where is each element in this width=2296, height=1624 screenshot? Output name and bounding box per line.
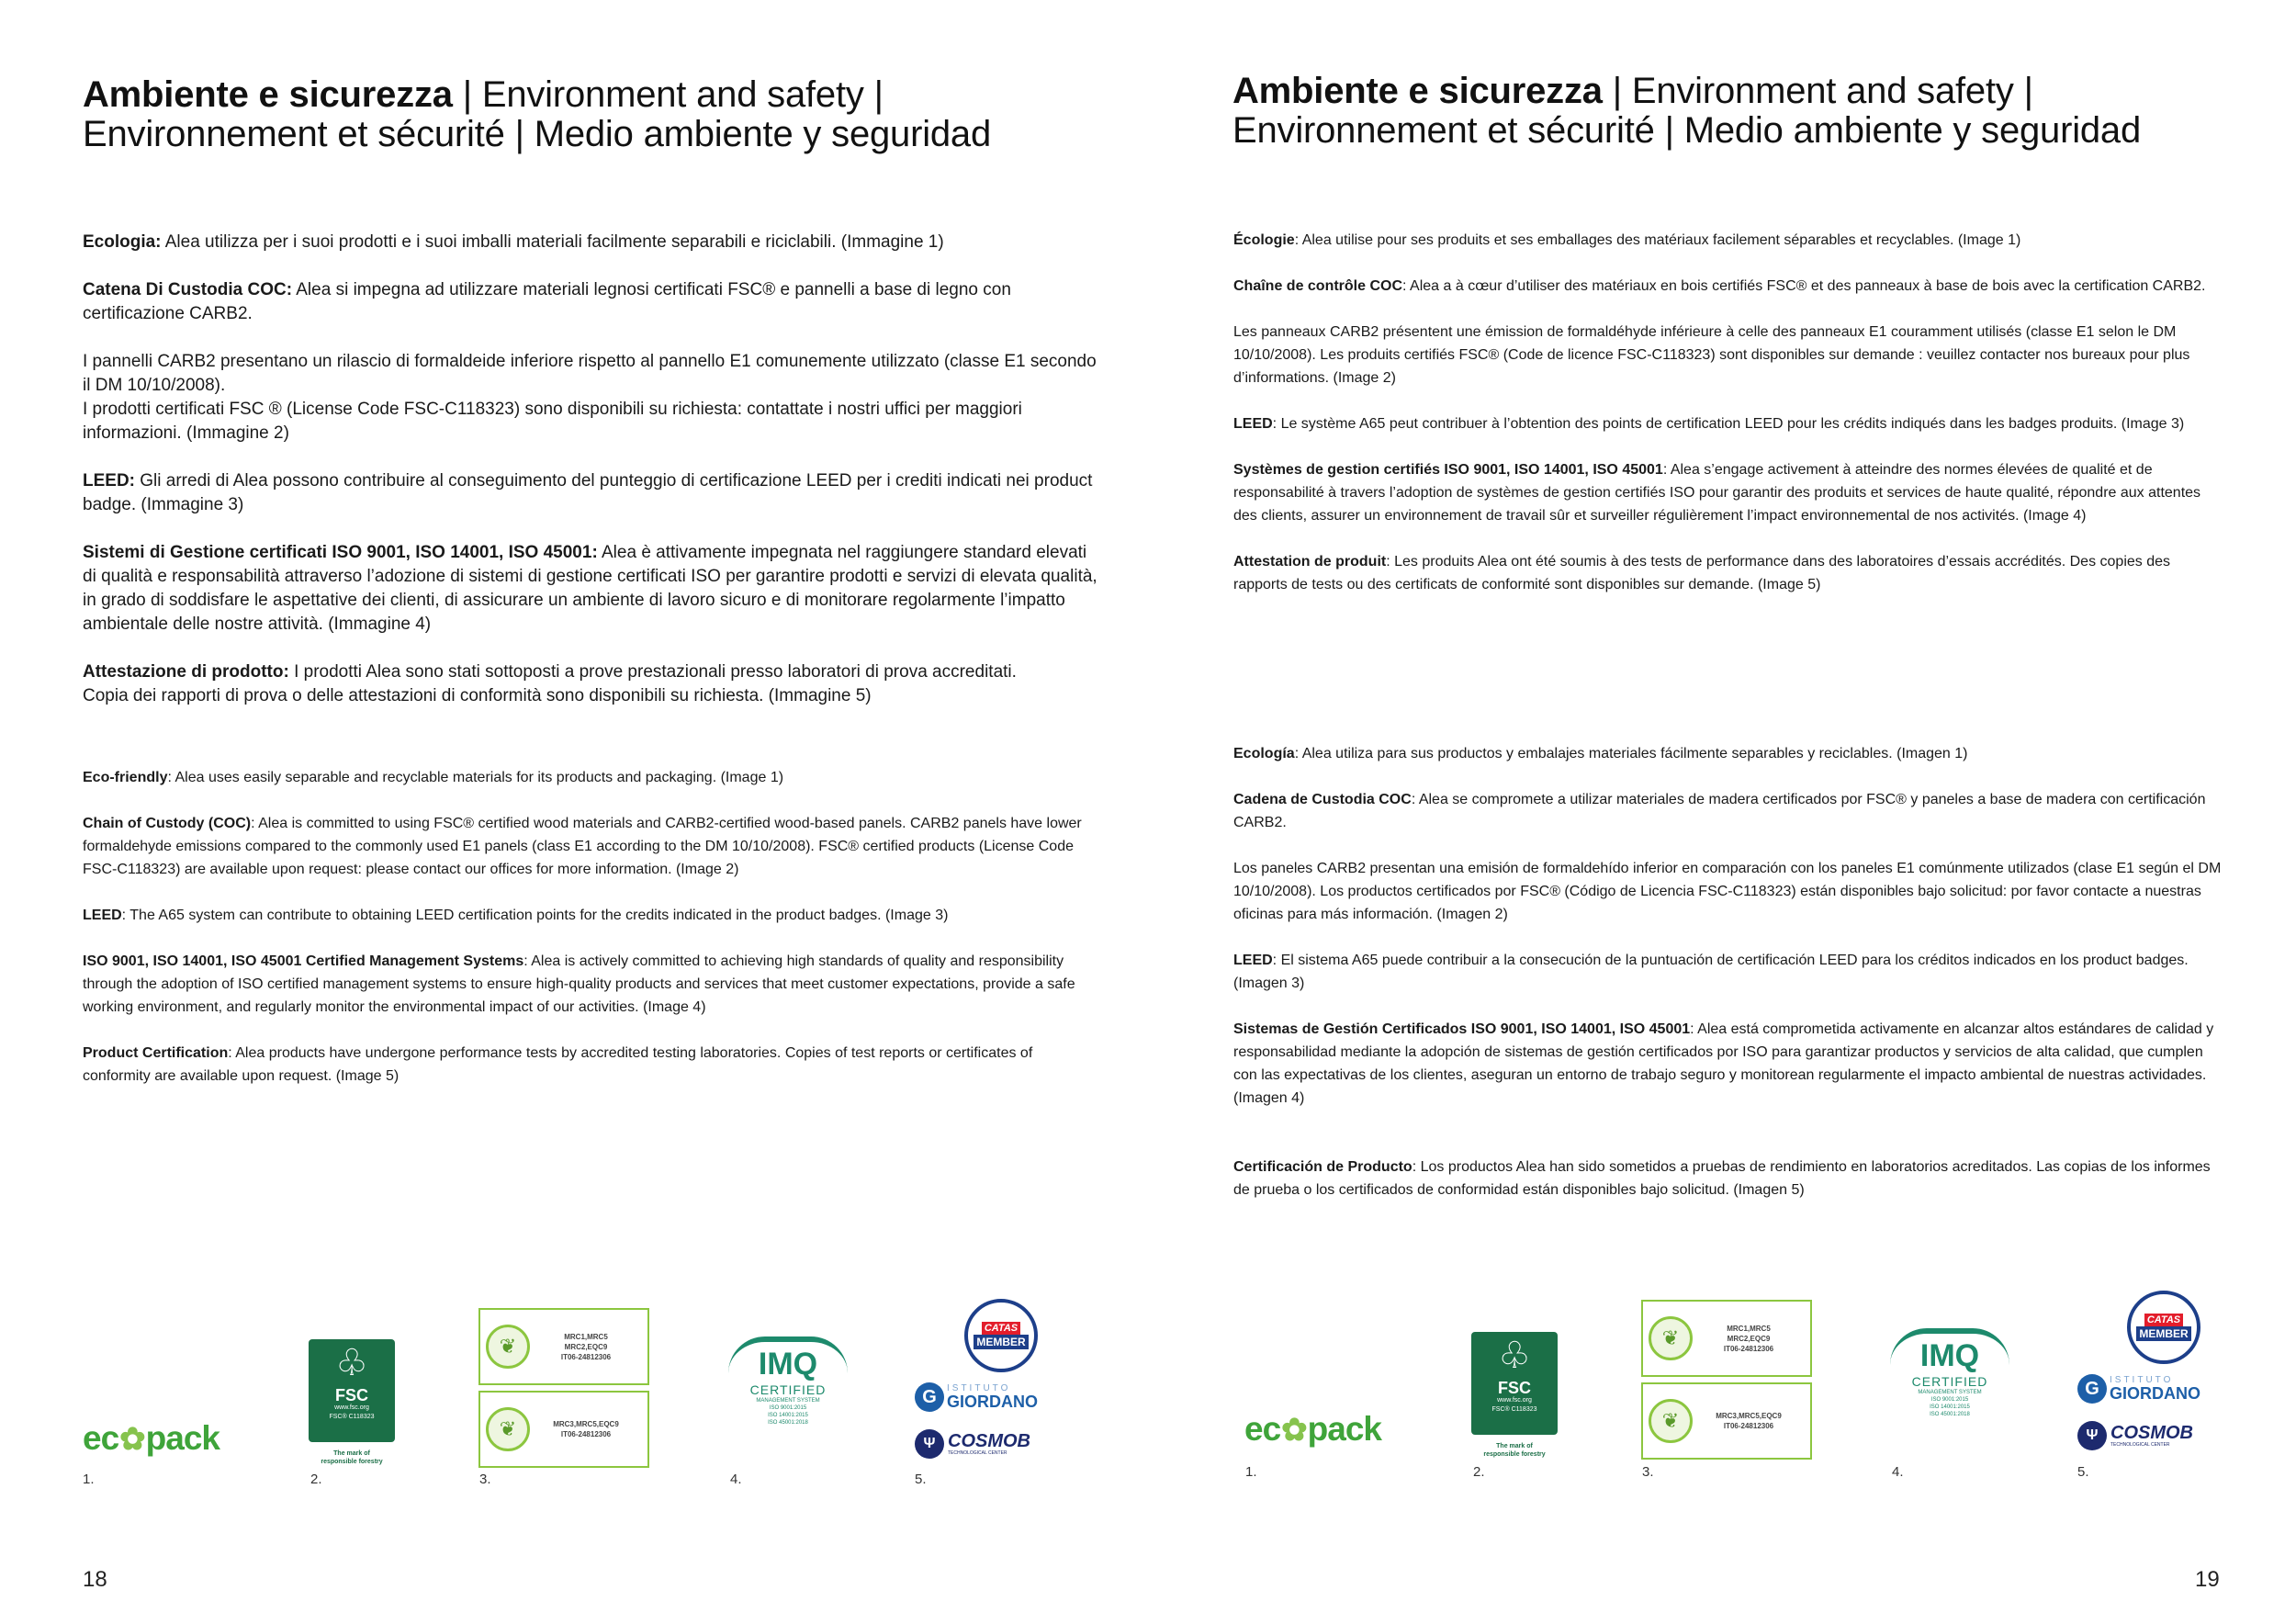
imq-text: ISO 45001:2018 xyxy=(1930,1412,1970,1417)
paragraph-text: : Alea utiliza para sus productos y embalajes materiales fácilmente separables y reciclables. (Imagen 1) xyxy=(1294,746,1968,761)
imq-certified: CERTIFIED xyxy=(749,1382,827,1397)
paragraph xyxy=(83,278,1102,326)
paragraph-text: : Los productos Alea han sido sometidos a pruebas de rendimiento en laboratorios acreditados. Las copias de los informes de prueba o los certificados de conformidad están disponibles bajo solicitud. (Imagen 5) xyxy=(1233,1159,2211,1198)
giordano-text: GIORDANO xyxy=(2110,1384,2200,1403)
giordano-logo xyxy=(915,1382,1038,1412)
imq-text: ISO 14001:2015 xyxy=(768,1413,808,1418)
paragraph xyxy=(83,660,1102,684)
page-number: 19 xyxy=(2195,1567,2220,1592)
giordano-text: GIORDANO xyxy=(947,1393,1038,1411)
fsc-site: www.fsc.org xyxy=(1497,1397,1532,1404)
paragraph xyxy=(1233,550,2225,596)
cert-text: IT06-24812306 xyxy=(560,1430,612,1438)
paragraph-heading: Attestation de produit xyxy=(1233,554,1387,570)
page-right xyxy=(1148,0,2296,1624)
paragraph-text: : Alea is actively committed to achieving high standards of quality and responsibility through the adoption of ISO certified management systems to ensure high-quality products and services that meet customer expectations, provide a safe working environment, and regularly monitor the environmental impact of our activities. (Image 4) xyxy=(83,953,1075,1015)
ecopack-logo xyxy=(1244,1410,1381,1449)
cert-text: MRC2,EQC9 xyxy=(1727,1334,1771,1343)
paragraph xyxy=(83,904,1102,927)
paragraph-text: : Les produits Alea ont été soumis à des tests de performance dans des laboratoires d’essais accrédités. Des copies des rapports de tests ou des certificats de conformité sont disponibles sur demande. (Image 5) xyxy=(1233,554,2171,592)
tree-icon: ♧ xyxy=(335,1343,368,1383)
paragraph-heading: Catena Di Custodia COC: xyxy=(83,280,293,299)
paragraph-text: : The A65 system can contribute to obtaining LEED certification points for the credits indicated in the product badges. (Image 3) xyxy=(121,908,949,923)
giordano-icon: G xyxy=(2077,1374,2107,1404)
paragraph xyxy=(1233,229,2225,252)
catas-logo xyxy=(2127,1291,2200,1364)
italian-section xyxy=(83,231,1102,708)
paragraph: Los paneles CARB2 presentan una emisión de formaldehído inferior en comparación con los paneles E1 comúnmente utilizados (clase E1 según el DM 10/10/2008). Los productos certificados por FSC® (Código de Licencia FSC-C118323) están disponibles bajo solicitud: por favor contacte a nuestras oficinas para más información. (Imagen 2) xyxy=(1233,861,2222,922)
fsc-site: www.fsc.org xyxy=(334,1404,369,1411)
paragraph-heading: Écologie xyxy=(1233,232,1295,248)
paragraph-heading: LEED xyxy=(83,908,122,923)
paragraph-text: : Alea se compromete a utilizar materiales de madera certificados por FSC® y paneles a base de madera con certificación CARB2. xyxy=(1233,792,2206,830)
logo-text: ec xyxy=(1244,1410,1281,1448)
catas-logo xyxy=(964,1299,1038,1372)
paragraph-text: : Alea products have undergone performance tests by accredited testing laboratories. Copies of test reports or certificates of conformity are available upon request. (Image 5) xyxy=(83,1045,1033,1084)
cosmob-logo xyxy=(915,1429,1030,1459)
cert-text: IT06-24812306 xyxy=(1723,1344,1774,1353)
imq-text: ISO 14001:2015 xyxy=(1930,1404,1970,1410)
paragraph xyxy=(1233,1018,2225,1110)
figure-number: 1. xyxy=(1245,1464,1257,1480)
imq-word: IMQ xyxy=(1919,1338,1980,1373)
leaf-icon: ❦ xyxy=(486,1325,530,1369)
imq-text: MANAGEMENT SYSTEM xyxy=(756,1398,820,1404)
cert-text: MRC1,MRC5 xyxy=(1727,1324,1771,1333)
fsc-code: FSC® C118323 xyxy=(1491,1406,1537,1413)
page-number: 18 xyxy=(83,1567,107,1592)
fsc-logo xyxy=(309,1339,395,1466)
paragraph-text: Alea è attivamente impegnata nel raggiungere standard elevati di qualità e responsabilità attraverso l’adozione di sistemi di gestione certificati ISO per garantire prodotti e servizi di elevata qualità, in grado di soddisfare le aspettative dei clienti, di assicurare un ambiente di lavoro sicuro e di monitorare regolarmente l’impatto ambientale delle nostre attività. (Immagine 4) xyxy=(83,543,1097,634)
fsc-caption: The mark of xyxy=(1496,1443,1533,1449)
imq-logo xyxy=(728,1336,848,1427)
page-title xyxy=(83,75,991,154)
fsc-caption: responsible forestry xyxy=(1483,1451,1546,1458)
imq-text: ISO 9001:2015 xyxy=(769,1405,807,1411)
paragraph-heading: Sistemi di Gestione certificati ISO 9001, ISO 14001, ISO 45001: xyxy=(83,543,598,562)
paragraph xyxy=(83,469,1102,517)
cosmob-icon: Ψ xyxy=(2077,1421,2107,1450)
paragraph-text: Alea si impegna ad utilizzare materiali legnosi certificati FSC® e pannelli a base di legno con certificazione CARB2. xyxy=(83,280,1011,323)
flower-icon: ✿ xyxy=(119,1422,145,1457)
cosmob-text: COSMOB xyxy=(2110,1423,2193,1443)
figure-number: 1. xyxy=(83,1472,95,1487)
paragraph xyxy=(1233,412,2225,435)
leaf-icon: ❦ xyxy=(1649,1316,1693,1360)
cosmob-logo xyxy=(2077,1421,2193,1450)
logo-text: pack xyxy=(1307,1410,1381,1448)
leed-certificate-logo xyxy=(1641,1300,1812,1460)
paragraph-heading: Certificación de Producto xyxy=(1233,1159,1412,1175)
title-bold: Ambiente e sicurezza xyxy=(83,74,453,115)
paragraph-text: : El sistema A65 puede contribuir a la consecución de la puntuación de certificación LEED para los créditos indicados en los product badges. (Imagen 3) xyxy=(1233,953,2189,991)
paragraph xyxy=(1233,1156,2225,1201)
figure-number: 3. xyxy=(479,1472,491,1487)
cosmob-icon: Ψ xyxy=(915,1429,944,1459)
paragraph-text: : Alea está comprometida activamente en alcanzar altos estándares de calidad y responsabilidad mediante la adopción de sistemas de gestión certificados por ISO para garantizar productos y servicios de alta calidad, que cumplen con las expectativas de los clientes, aseguran un entorno de trabajo seguro y monitorean regularmente el impacto ambiental de nuestras actividades. (Imagen 4) xyxy=(1233,1021,2214,1106)
paragraph-heading: Attestazione di prodotto: xyxy=(83,662,289,682)
fsc-caption: The mark of xyxy=(333,1450,370,1457)
fsc-caption: responsible forestry xyxy=(321,1459,383,1465)
paragraph xyxy=(1233,275,2225,298)
paragraph-heading: LEED xyxy=(1233,416,1273,432)
page-title xyxy=(1232,72,2141,151)
title-rest: | Environment and safety | xyxy=(452,74,884,115)
spanish-section xyxy=(1233,742,2225,1201)
paragraph-text: : Alea is committed to using FSC® certified wood materials and CARB2-certified wood-based panels. CARB2 panels have lower formaldehyde emissions compared to the commonly used E1 panels (class E1 according to the DM 10/10/2008). FSC® certified products (License Code FSC-C118323) are available upon request: please contact our offices for more information. (Image 2) xyxy=(83,816,1082,877)
imq-text: MANAGEMENT SYSTEM xyxy=(1918,1390,1982,1395)
paragraph-heading: Ecología xyxy=(1233,746,1295,761)
paragraph-text: Gli arredi di Alea possono contribuire al conseguimento del punteggio di certificazione LEED per i crediti indicati nei product badge. (Immagine 3) xyxy=(83,471,1093,514)
title-line2: Environnement et sécurité | Medio ambiente y seguridad xyxy=(83,114,992,154)
cert-text: MRC2,EQC9 xyxy=(564,1342,608,1351)
paragraph-heading: Systèmes de gestion certifiés ISO 9001, ISO 14001, ISO 45001 xyxy=(1233,462,1663,478)
imq-text: ISO 9001:2015 xyxy=(1930,1397,1969,1403)
catas-text: CATAS xyxy=(2144,1314,2183,1326)
english-section xyxy=(83,766,1102,1088)
catas-text: MEMBER xyxy=(2136,1326,2190,1341)
imq-word: IMQ xyxy=(758,1347,818,1382)
paragraph xyxy=(83,766,1102,789)
paragraph-text: : Alea uses easily separable and recyclable materials for its products and packaging. (Image 1) xyxy=(167,770,784,785)
paragraph xyxy=(83,231,1102,254)
giordano-logo xyxy=(2077,1374,2200,1404)
logo-text: pack xyxy=(145,1419,219,1457)
imq-text: ISO 45001:2018 xyxy=(768,1420,808,1426)
paragraph-text: Alea utilizza per i suoi prodotti e i suoi imballi materiali facilmente separabili e riciclabili. (Immagine 1) xyxy=(161,232,944,252)
logo-text: ec xyxy=(83,1419,119,1457)
figure-number: 5. xyxy=(2077,1464,2089,1480)
catas-text: CATAS xyxy=(982,1322,1020,1335)
fsc-name: FSC xyxy=(1498,1379,1531,1397)
figure-number: 2. xyxy=(310,1472,322,1487)
paragraph xyxy=(83,812,1102,881)
paragraph xyxy=(1233,788,2225,834)
figure-number: 5. xyxy=(915,1472,927,1487)
leaf-icon: ❦ xyxy=(486,1407,530,1451)
giordano-icon: G xyxy=(915,1382,944,1412)
figure-number: 4. xyxy=(730,1472,742,1487)
leed-certificate-logo xyxy=(478,1308,649,1468)
paragraph xyxy=(1233,742,2225,765)
paragraph: Copia dei rapporti di prova o delle attestazioni di conformità sono disponibili su richiesta. (Immagine 5) xyxy=(83,686,872,705)
paragraph-heading: Ecologia: xyxy=(83,232,162,252)
paragraph-heading: LEED: xyxy=(83,471,135,491)
leaf-icon: ❦ xyxy=(1649,1399,1693,1443)
paragraph-heading: ISO 9001, ISO 14001, ISO 45001 Certified Management Systems xyxy=(83,953,524,969)
paragraph: I pannelli CARB2 presentano un rilascio di formaldeide inferiore rispetto al pannello E1 comunemente utilizzato (classe E1 secondo il DM 10/10/2008). xyxy=(83,352,1097,395)
paragraph-heading: Eco-friendly xyxy=(83,770,168,785)
paragraph xyxy=(83,1042,1102,1088)
fsc-logo xyxy=(1471,1332,1558,1459)
paragraph-heading: Chain of Custody (COC) xyxy=(83,816,252,831)
paragraph-text: : Alea a à cœur d’utiliser des matériaux en bois certifiés FSC® et des panneaux à base de bois avec la certification CARB2. xyxy=(1402,278,2206,294)
cosmob-text: COSMOB xyxy=(948,1431,1030,1451)
paragraph: Les panneaux CARB2 présentent une émission de formaldéhyde inférieure à celle des panneaux E1 couramment utilisés (classe E1 selon le DM 10/10/2008). Les produits certifiés FSC® (Code de licence FSC-C118323) sont disponibles sur demande : veuillez contacter nos bureaux pour plus d’informations. (Image 2) xyxy=(1233,324,2190,386)
paragraph-heading: Sistemas de Gestión Certificados ISO 9001, ISO 14001, ISO 45001 xyxy=(1233,1021,1691,1037)
paragraph-text: : Alea s’engage activement à atteindre des normes élevées de qualité et de responsabilité à travers l’adoption de systèmes de gestion certifiés ISO pour garantir des produits et services de haute qualité, répondre aux attentes des clients, assurer un environnement de travail sûr et surveiller régulièrement l’impact environnemental de nos activités. (Image 4) xyxy=(1233,462,2201,524)
cosmob-text: TECHNOLOGICAL CENTER xyxy=(948,1450,1007,1456)
paragraph-heading: Product Certification xyxy=(83,1045,229,1061)
figure-number: 2. xyxy=(1473,1464,1485,1480)
paragraph xyxy=(83,541,1102,637)
imq-logo xyxy=(1890,1328,2009,1418)
fsc-code: FSC® C118323 xyxy=(329,1414,375,1420)
ecopack-logo xyxy=(83,1419,219,1458)
paragraph-heading: Chaîne de contrôle COC xyxy=(1233,278,1403,294)
paragraph: I prodotti certificati FSC ® (License Code FSC-C118323) sono disponibili su richiesta: contattate i nostri uffici per maggiori informazioni. (Immagine 2) xyxy=(83,400,1022,443)
cert-text: MRC3,MRC5,EQC9 xyxy=(553,1420,619,1428)
cosmob-text: TECHNOLOGICAL CENTER xyxy=(2110,1442,2170,1448)
title-rest: | Environment and safety | xyxy=(1602,71,2033,111)
cert-text: MRC3,MRC5,EQC9 xyxy=(1716,1412,1782,1420)
paragraph-heading: Cadena de Custodia COC xyxy=(1233,792,1412,807)
cert-text: IT06-24812306 xyxy=(1723,1422,1774,1430)
french-section xyxy=(1233,229,2225,596)
paragraph-heading: LEED xyxy=(1233,953,1273,968)
giordano-text: ISTITUTO xyxy=(2110,1375,2174,1385)
fsc-name: FSC xyxy=(335,1386,368,1404)
cert-text: MRC1,MRC5 xyxy=(564,1332,608,1341)
figure-number: 3. xyxy=(1642,1464,1654,1480)
paragraph-text: I prodotti Alea sono stati sottoposti a prove prestazionali presso laboratori di prova accreditati. xyxy=(288,662,1017,682)
paragraph xyxy=(1233,458,2225,527)
flower-icon: ✿ xyxy=(1281,1413,1307,1448)
title-bold: Ambiente e sicurezza xyxy=(1232,71,1603,111)
paragraph xyxy=(1233,949,2225,995)
paragraph-text: : Le système A65 peut contribuer à l’obtention des points de certification LEED pour les crédits indiqués dans les badges produits. (Image 3) xyxy=(1272,416,2185,432)
cert-text: IT06-24812306 xyxy=(560,1352,612,1361)
giordano-text: ISTITUTO xyxy=(947,1383,1011,1393)
paragraph xyxy=(83,950,1102,1019)
title-line2: Environnement et sécurité | Medio ambiente y seguridad xyxy=(1232,110,2142,151)
figure-number: 4. xyxy=(1892,1464,1904,1480)
imq-certified: CERTIFIED xyxy=(1911,1374,1988,1389)
catas-text: MEMBER xyxy=(974,1335,1028,1349)
tree-icon: ♧ xyxy=(1498,1336,1531,1376)
paragraph-text: : Alea utilise pour ses produits et ses emballages des matériaux facilement séparables et recyclables. (Image 1) xyxy=(1294,232,2021,248)
